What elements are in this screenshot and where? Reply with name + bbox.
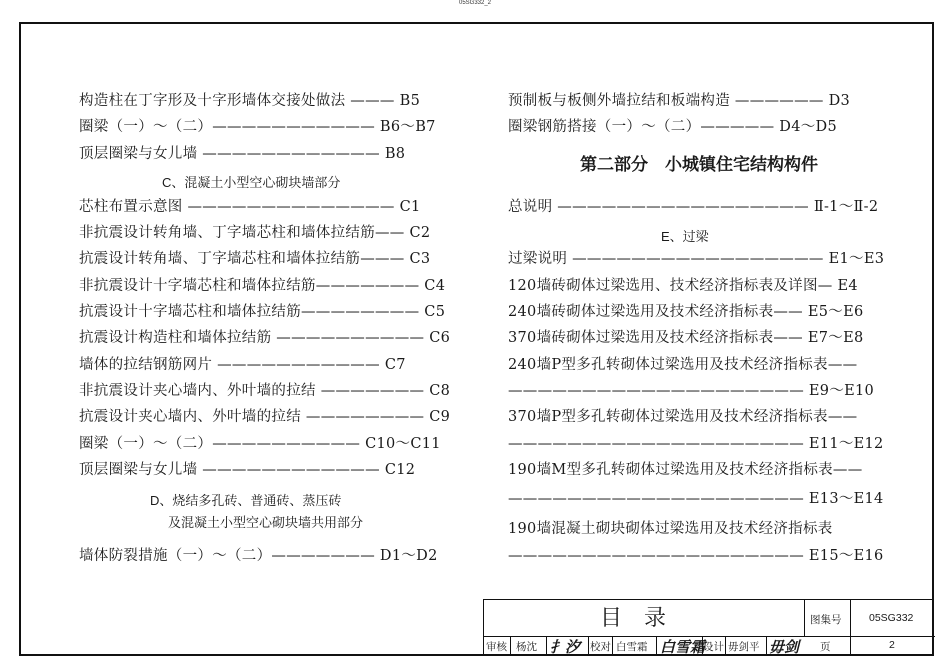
checker-signature: 白雪霜: [660, 638, 706, 656]
section-e-heading: E、过梁: [661, 229, 709, 244]
toc-entry-right-12: ———————————————————— E13～E14: [508, 491, 884, 507]
toc-entry-right-9: 370墙P型多孔转砌体过梁选用及技术经济指标表——: [508, 409, 858, 425]
toc-entry-right-11: 190墙M型多孔转砌体过梁选用及技术经济指标表——: [508, 462, 863, 478]
toc-entry-left-13: 顶层圈梁与女儿墙 ———————————— C12: [79, 462, 416, 478]
toc-entry-right-7: 240墙P型多孔转砌体过梁选用及技术经济指标表——: [508, 357, 858, 373]
toc-entry-right-0: 预制板与板侧外墙拉结和板端构造 —————— D3: [508, 93, 851, 109]
reviewer-signature: 扌汐: [550, 638, 581, 656]
title-block: [483, 599, 934, 656]
atlas-number: 05SG332: [869, 612, 914, 624]
toc-entry-right-3: 过梁说明 ————————————————— E1～E3: [508, 251, 885, 267]
page-number: 2: [889, 639, 895, 651]
drawing-code-header: 05SG332_2: [458, 0, 492, 6]
design-label: 设计: [703, 641, 724, 653]
section-heading-left-1: D、烧结多孔砖、普通砖、蒸压砖: [150, 493, 342, 508]
part-two-heading: 第二部分 小城镇住宅结构构件: [580, 155, 818, 174]
check-label: 校对: [590, 641, 611, 653]
section-heading-left-0: C、混凝土小型空心砌块墙部分: [162, 175, 341, 190]
reviewer-name: 杨沈: [516, 641, 537, 653]
toc-entry-right-13: 190墙混凝土砌块砌体过梁选用及技术经济指标表: [508, 521, 833, 537]
toc-entry-left-0: 构造柱在丁字形及十字形墙体交接处做法 ——— B5: [79, 93, 421, 109]
toc-entry-left-3: 芯柱布置示意图 —————————————— C1: [79, 199, 421, 215]
toc-entry-right-2: 总说明 ————————————————— Ⅱ-1～Ⅱ-2: [508, 199, 879, 215]
toc-entry-left-8: 抗震设计构造柱和墙体拉结筋 —————————— C6: [79, 330, 451, 346]
toc-entry-left-7: 抗震设计十字墙芯柱和墙体拉结筋———————— C5: [79, 304, 446, 320]
review-label: 审核: [486, 641, 507, 653]
toc-entry-left-4: 非抗震设计转角墙、丁字墙芯柱和墙体拉结筋—— C2: [79, 225, 431, 241]
toc-entry-right-8: ———————————————————— E9～E10: [508, 383, 875, 399]
toc-entry-right-5: 240墙砖砌体过梁选用及技术经济指标表—— E5～E6: [508, 304, 864, 320]
document-title: 目录: [484, 600, 805, 637]
designer-name: 毋剑平: [728, 641, 760, 653]
checker-name: 白雪霜: [616, 641, 648, 653]
toc-entry-left-6: 非抗震设计十字墙芯柱和墙体拉结筋——————— C4: [79, 278, 446, 294]
toc-entry-right-4: 120墙砖砌体过梁选用、技术经济指标表及详图— E4: [508, 278, 858, 294]
toc-entry-right-14: ———————————————————— E15～E16: [508, 548, 884, 564]
toc-entry-left-12: 圈梁（一）～（二）—————————— C10～C11: [79, 436, 441, 452]
page-label: 页: [820, 641, 831, 653]
toc-entry-left-2: 顶层圈梁与女儿墙 ———————————— B8: [79, 146, 406, 162]
section-heading-left-2: 及混凝土小型空心砌块墙共用部分: [168, 515, 364, 530]
toc-entry-left-1: 圈梁（一）～（二）——————————— B6～B7: [79, 119, 436, 135]
toc-entry-left-10: 非抗震设计夹心墙内、外叶墙的拉结 ——————— C8: [79, 383, 451, 399]
toc-entry-left-11: 抗震设计夹心墙内、外叶墙的拉结 ———————— C9: [79, 409, 451, 425]
toc-entry-left-9: 墙体的拉结钢筋网片 ——————————— C7: [79, 357, 406, 373]
toc-entry-left-14: 墙体防裂措施（一）～（二）——————— D1～D2: [79, 548, 438, 564]
toc-entry-right-10: ———————————————————— E11～E12: [508, 436, 884, 452]
toc-entry-left-5: 抗震设计转角墙、丁字墙芯柱和墙体拉结筋——— C3: [79, 251, 431, 267]
atlas-number-label: 图集号: [810, 614, 842, 626]
toc-entry-right-1: 圈梁钢筋搭接（一）～（二）————— D4～D5: [508, 119, 838, 135]
toc-entry-right-6: 370墙砖砌体过梁选用及技术经济指标表—— E7～E8: [508, 330, 864, 346]
designer-signature: 毋剑: [769, 638, 800, 656]
